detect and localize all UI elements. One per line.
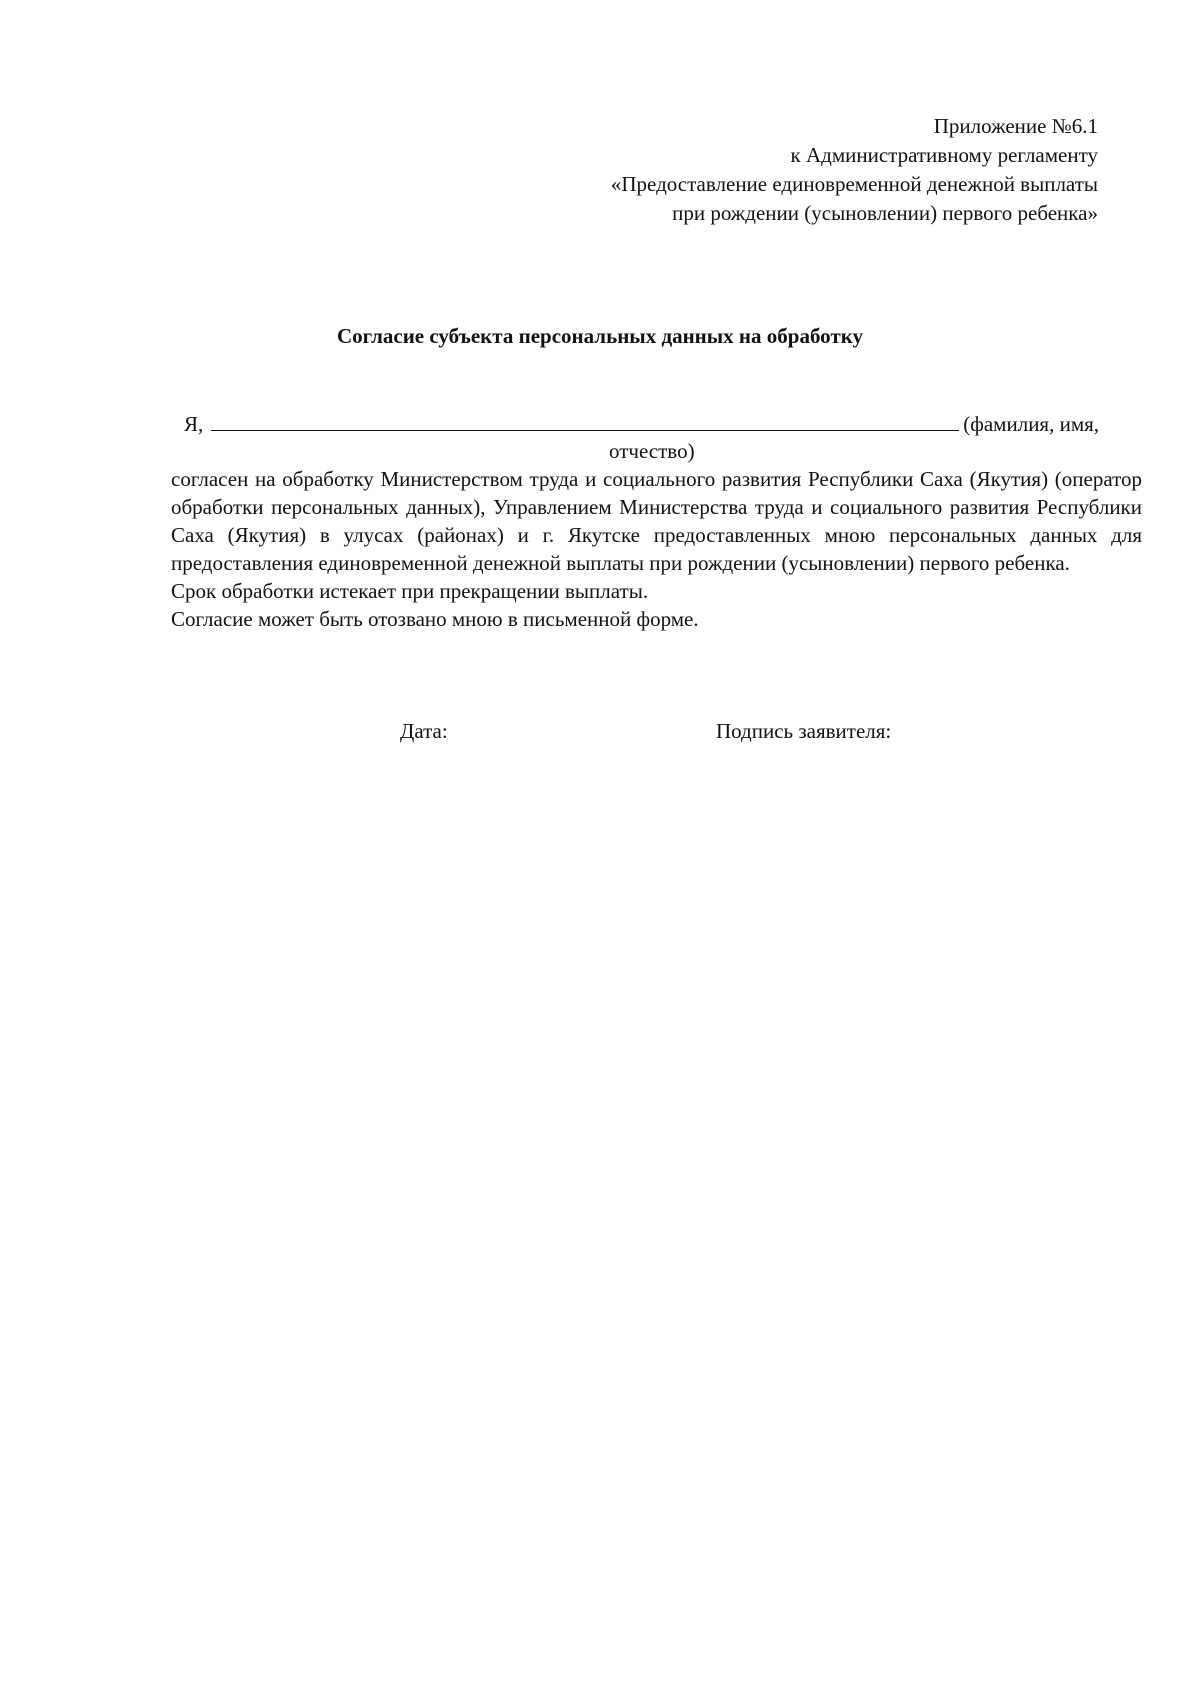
consent-body (171, 465, 1142, 633)
document-title: Согласие субъекта персональных данных на обработку (336, 324, 864, 348)
appendix-header (611, 112, 1098, 228)
applicant-name-line (184, 409, 1129, 439)
consent-paragraph: согласен на обработку Министерством труда и социального развития Республики Саха (Якутия) (оператор обработки персональных данных), Управлением Министерства труда и социального развития Республики Саха (Якутия) в улусах (районах) и г. Якутске предоставленных мною персональных данных для предоставления единовременной денежной выплаты при рождении (усыновлении) первого ребенка. (171, 467, 1142, 575)
revocation-note: Согласие может быть отозвано мною в письменной форме. (171, 607, 699, 631)
regulation-title-line-2: при рождении (усыновлении) первого ребенка» (672, 201, 1098, 225)
name-hint-continued: отчество) (609, 439, 695, 463)
appendix-number: Приложение №6.1 (933, 114, 1098, 138)
appendix-reference: к Административному регламенту (790, 143, 1098, 167)
applicant-name-blank[interactable] (211, 410, 959, 431)
date-label: Дата: (400, 719, 448, 743)
name-hint: (фамилия, имя, (963, 412, 1100, 436)
processing-term: Срок обработки истекает при прекращении выплаты. (171, 579, 649, 603)
signature-label: Подпись заявителя: (716, 719, 892, 743)
name-prefix: Я, (184, 412, 204, 436)
regulation-title-line-1: «Предоставление единовременной денежной выплаты (610, 172, 1098, 196)
